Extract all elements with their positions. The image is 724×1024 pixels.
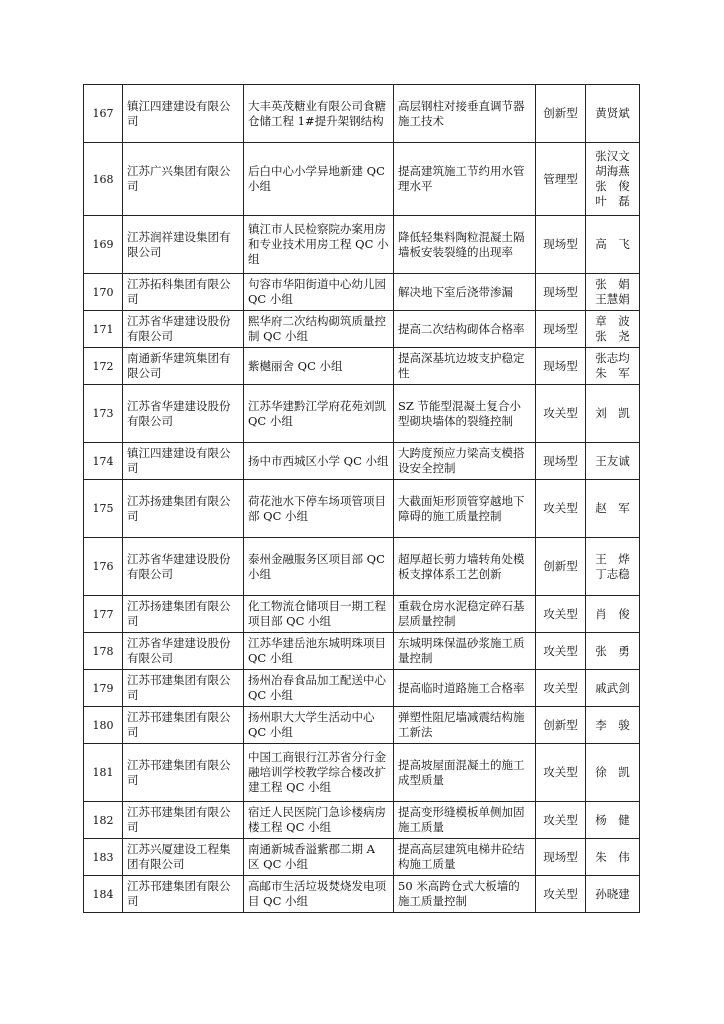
table-row xyxy=(84,143,640,216)
members-cell xyxy=(586,538,640,596)
member-name: 张志均 xyxy=(595,351,630,365)
row-number: 183 xyxy=(84,839,123,876)
row-number: 181 xyxy=(84,744,123,802)
table-body xyxy=(84,85,640,913)
topic-cell: 提高临时道路施工合格率 xyxy=(394,670,536,707)
qc-results-table xyxy=(83,84,640,913)
topic-cell: 提高建筑施工节约用水管理水平 xyxy=(394,143,536,216)
topic-cell: 降低轻集料陶粒混凝土隔墙板安装裂缝的出现率 xyxy=(394,216,536,274)
project-cell: 扬州职大大学生活动中心 QC 小组 xyxy=(244,707,394,744)
member-name: 王慧娟 xyxy=(595,292,630,306)
table-row xyxy=(84,274,640,311)
row-number: 173 xyxy=(84,385,123,443)
company-cell: 江苏邗建集团有限公司 xyxy=(123,802,244,839)
members-cell xyxy=(586,480,640,538)
member-name: 朱 军 xyxy=(595,366,630,380)
member-name: 张 娟 xyxy=(595,277,630,291)
table-row xyxy=(84,311,640,348)
topic-cell: 重载仓房水泥稳定碎石基层质量控制 xyxy=(394,596,536,633)
company-cell: 江苏邗建集团有限公司 xyxy=(123,670,244,707)
row-number: 172 xyxy=(84,348,123,385)
project-cell: 后白中心小学异地新建 QC 小组 xyxy=(244,143,394,216)
project-cell: 大丰英茂糖业有限公司食糖仓储工程 1#提升架钢结构 xyxy=(244,85,394,143)
row-number: 178 xyxy=(84,633,123,670)
topic-cell: SZ 节能型混凝土复合小型砌块墙体的裂缝控制 xyxy=(394,385,536,443)
row-number: 176 xyxy=(84,538,123,596)
company-cell: 镇江四建建设有限公司 xyxy=(123,85,244,143)
type-cell: 攻关型 xyxy=(536,670,586,707)
project-cell: 镇江市人民检察院办案用房和专业技术用房工程 QC 小组 xyxy=(244,216,394,274)
members-cell xyxy=(586,143,640,216)
member-name: 王友诚 xyxy=(595,453,630,468)
topic-cell: 东城明珠保温砂浆施工质量控制 xyxy=(394,633,536,670)
members-cell xyxy=(586,596,640,633)
project-cell: 宿迁人民医院门急诊楼病房楼工程 QC 小组 xyxy=(244,802,394,839)
member-name: 朱 伟 xyxy=(595,849,630,864)
member-name: 高 飞 xyxy=(595,237,630,251)
company-cell: 江苏兴厦建设工程集团有限公司 xyxy=(123,839,244,876)
type-cell: 攻关型 xyxy=(536,596,586,633)
members-cell xyxy=(586,348,640,385)
row-number: 167 xyxy=(84,85,123,143)
members-cell xyxy=(586,744,640,802)
table-row xyxy=(84,385,640,443)
member-name: 杨 健 xyxy=(595,812,630,827)
topic-cell: 50 米高跨仓式大板墙的施工质量控制 xyxy=(394,876,536,913)
type-cell: 攻关型 xyxy=(536,385,586,443)
project-cell: 南通新城香溢紫郡二期 A 区 QC 小组 xyxy=(244,839,394,876)
type-cell: 管理型 xyxy=(536,143,586,216)
company-cell: 江苏省华建建设股份有限公司 xyxy=(123,311,244,348)
company-cell: 江苏拓科集团有限公司 xyxy=(123,274,244,311)
row-number: 180 xyxy=(84,707,123,744)
type-cell: 现场型 xyxy=(536,839,586,876)
topic-cell: 解决地下室后浇带渗漏 xyxy=(394,274,536,311)
company-cell: 江苏邗建集团有限公司 xyxy=(123,876,244,913)
type-cell: 现场型 xyxy=(536,311,586,348)
type-cell: 攻关型 xyxy=(536,744,586,802)
topic-cell: 提高高层建筑电梯井砼结构施工质量 xyxy=(394,839,536,876)
member-name: 李 骏 xyxy=(595,717,630,732)
project-cell: 扬州冶春食品加工配送中心 QC 小组 xyxy=(244,670,394,707)
row-number: 175 xyxy=(84,480,123,538)
project-cell: 句容市华阳街道中心幼儿园 QC 小组 xyxy=(244,274,394,311)
company-cell: 江苏扬建集团有限公司 xyxy=(123,596,244,633)
company-cell: 江苏广兴集团有限公司 xyxy=(123,143,244,216)
company-cell: 江苏省华建建设股份有限公司 xyxy=(123,385,244,443)
member-name: 戚武剑 xyxy=(595,680,630,695)
member-name: 章 波 xyxy=(595,314,630,328)
type-cell: 创新型 xyxy=(536,707,586,744)
table-row xyxy=(84,839,640,876)
table-row xyxy=(84,633,640,670)
members-cell xyxy=(586,707,640,744)
table-row xyxy=(84,670,640,707)
type-cell: 现场型 xyxy=(536,274,586,311)
type-cell: 攻关型 xyxy=(536,480,586,538)
members-cell xyxy=(586,385,640,443)
member-name: 徐 凯 xyxy=(595,765,630,779)
row-number: 171 xyxy=(84,311,123,348)
topic-cell: 超厚超长剪力墙转角处模板支撑体系工艺创新 xyxy=(394,538,536,596)
members-cell xyxy=(586,274,640,311)
member-name: 王 烨 xyxy=(595,551,630,566)
table-row xyxy=(84,348,640,385)
type-cell: 创新型 xyxy=(536,85,586,143)
company-cell: 江苏邗建集团有限公司 xyxy=(123,744,244,802)
table-row xyxy=(84,480,640,538)
row-number: 179 xyxy=(84,670,123,707)
table-row xyxy=(84,744,640,802)
company-cell: 江苏润祥建设集团有限公司 xyxy=(123,216,244,274)
row-number: 177 xyxy=(84,596,123,633)
row-number: 182 xyxy=(84,802,123,839)
member-name: 张 尧 xyxy=(595,329,630,343)
members-cell xyxy=(586,876,640,913)
topic-cell: 大截面矩形顶管穿越地下障碍的施工质量控制 xyxy=(394,480,536,538)
row-number: 174 xyxy=(84,443,123,480)
table-row xyxy=(84,876,640,913)
company-cell: 南通新华建筑集团有限公司 xyxy=(123,348,244,385)
members-cell xyxy=(586,633,640,670)
row-number: 184 xyxy=(84,876,123,913)
company-cell: 江苏邗建集团有限公司 xyxy=(123,707,244,744)
project-cell: 紫樾丽舍 QC 小组 xyxy=(244,348,394,385)
topic-cell: 提高变形缝模板单侧加固施工质量 xyxy=(394,802,536,839)
type-cell: 现场型 xyxy=(536,348,586,385)
member-name: 黄贤斌 xyxy=(595,106,630,120)
members-cell xyxy=(586,670,640,707)
members-cell xyxy=(586,839,640,876)
table-row xyxy=(84,596,640,633)
project-cell: 江苏华建黔江学府花苑刘凯 QC 小组 xyxy=(244,385,394,443)
project-cell: 高邮市生活垃圾焚烧发电项目 QC 小组 xyxy=(244,876,394,913)
table-row xyxy=(84,538,640,596)
type-cell: 攻关型 xyxy=(536,802,586,839)
type-cell: 现场型 xyxy=(536,443,586,480)
member-name: 刘 凯 xyxy=(595,406,630,420)
type-cell: 创新型 xyxy=(536,538,586,596)
member-name: 肖 俊 xyxy=(595,606,630,621)
topic-cell: 提高二次结构砌体合格率 xyxy=(394,311,536,348)
row-number: 169 xyxy=(84,216,123,274)
table-row xyxy=(84,802,640,839)
project-cell: 荷花池水下停车场项管项目部 QC 小组 xyxy=(244,480,394,538)
company-cell: 江苏省华建建设股份有限公司 xyxy=(123,538,244,596)
member-name: 丁志稳 xyxy=(595,566,630,581)
type-cell: 现场型 xyxy=(536,216,586,274)
members-cell xyxy=(586,85,640,143)
member-name: 张 勇 xyxy=(595,643,630,658)
row-number: 170 xyxy=(84,274,123,311)
topic-cell: 弹塑性阻尼墙减震结构施工新法 xyxy=(394,707,536,744)
topic-cell: 提高坡屋面混凝土的施工成型质量 xyxy=(394,744,536,802)
topic-cell: 大跨度预应力梁高支模搭设安全控制 xyxy=(394,443,536,480)
table-row xyxy=(84,216,640,274)
table-row xyxy=(84,85,640,143)
project-cell: 扬中市西城区小学 QC 小组 xyxy=(244,443,394,480)
project-cell: 江苏华建岳池东城明珠项目 QC 小组 xyxy=(244,633,394,670)
members-cell xyxy=(586,802,640,839)
member-name: 张汉文 xyxy=(595,149,630,163)
project-cell: 化工物流仓储项目一期工程项目部 QC 小组 xyxy=(244,596,394,633)
project-cell: 熙华府二次结构砌筑质量控制 QC 小组 xyxy=(244,311,394,348)
member-name: 赵 军 xyxy=(595,501,630,515)
members-cell xyxy=(586,443,640,480)
member-name: 胡海燕 xyxy=(595,164,630,178)
row-number: 168 xyxy=(84,143,123,216)
table-row xyxy=(84,443,640,480)
topic-cell: 高层钢柱对接垂直调节器施工技术 xyxy=(394,85,536,143)
project-cell: 中国工商银行江苏省分行金融培训学校教学综合楼改扩建工程 QC 小组 xyxy=(244,744,394,802)
project-cell: 泰州金融服务区项目部 QC 小组 xyxy=(244,538,394,596)
company-cell: 江苏省华建建设股份有限公司 xyxy=(123,633,244,670)
topic-cell: 提高深基坑边坡支护稳定性 xyxy=(394,348,536,385)
company-cell: 江苏扬建集团有限公司 xyxy=(123,480,244,538)
member-name: 叶 磊 xyxy=(595,194,630,208)
company-cell: 镇江四建建设有限公司 xyxy=(123,443,244,480)
member-name: 孙晓建 xyxy=(595,886,630,901)
member-name: 张 俊 xyxy=(595,179,630,193)
members-cell xyxy=(586,311,640,348)
table-row xyxy=(84,707,640,744)
members-cell xyxy=(586,216,640,274)
type-cell: 攻关型 xyxy=(536,633,586,670)
type-cell: 攻关型 xyxy=(536,876,586,913)
